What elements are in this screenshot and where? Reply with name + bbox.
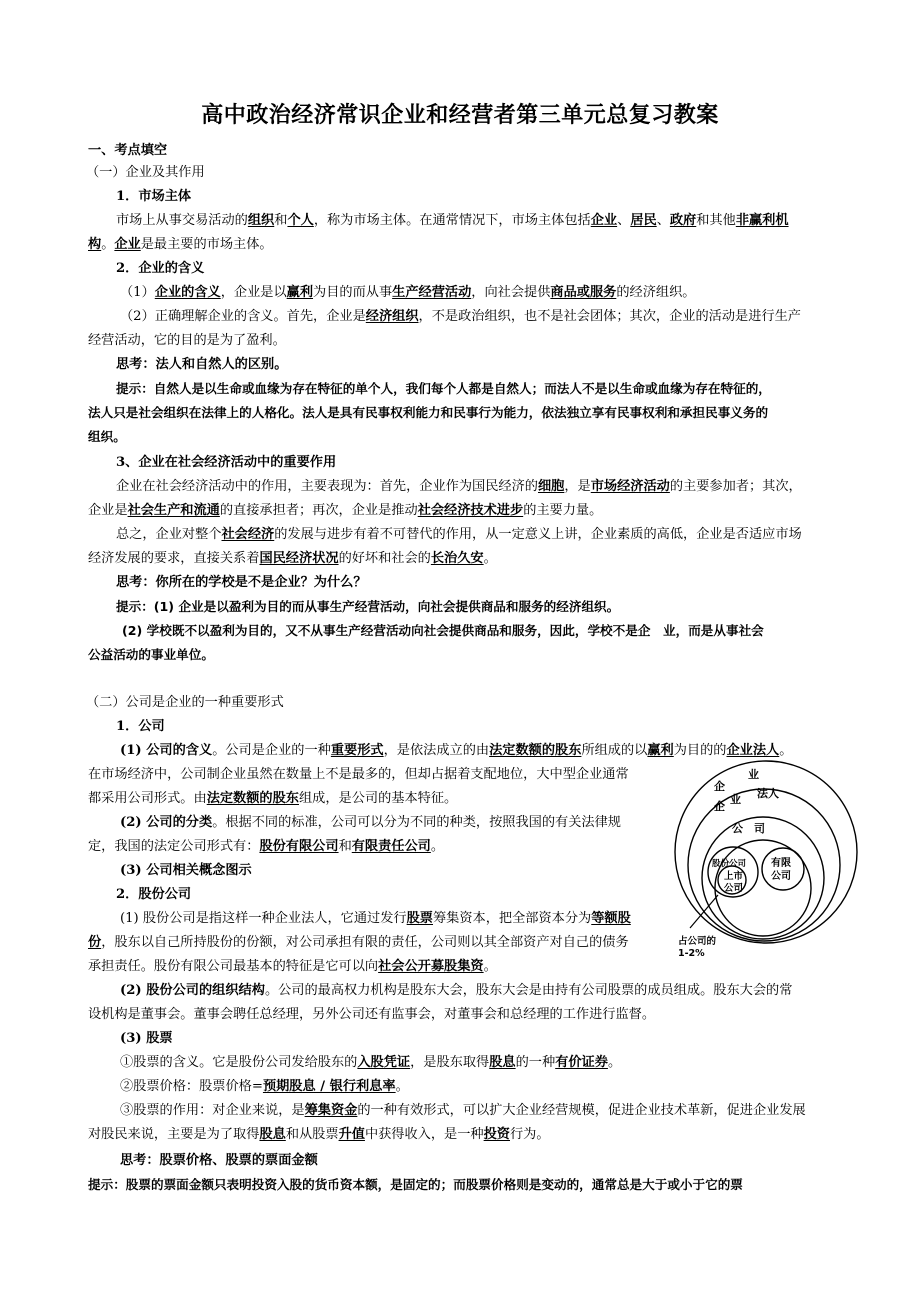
- paragraph-line: (1) 股份公司是指这样一种企业法人，它通过发行股票筹集资本，把全部资本分为等额股: [120, 911, 631, 926]
- pointer-line: [690, 895, 718, 928]
- paragraph-line: 定，我国的法定公司形式有：股份有限公司和有限责任公司。: [88, 839, 445, 854]
- paragraph-line: (2) 公司的分类。根据不同的标准，公司可以分为不同的种类，按照我国的有关法律规: [120, 815, 621, 830]
- paragraph-line: ①股票的含义。它是股份公司发给股东的入股凭证，是股东取得股息的一种有价证券。: [120, 1055, 622, 1070]
- paragraph-line: 在市场经济中，公司制企业虽然在数量上不是最多的，但却占据着支配地位，大中型企业通常: [88, 767, 629, 782]
- paragraph-line: 企业是社会生产和流通的直接承担者；再次，企业是推动社会经济技术进步的主要力量。: [88, 503, 603, 518]
- hint-line: 公益活动的事业单位。: [88, 647, 214, 662]
- listed-company-label: 公司: [724, 883, 744, 894]
- paragraph-line: 对股民来说，主要是为了取得股息和从股票升值中获得收入，是一种投资行为。: [88, 1127, 550, 1142]
- section-heading: 一、考点填空: [88, 143, 168, 158]
- paragraph-line: 经营活动，它的目的是为了盈利。: [88, 333, 286, 348]
- paragraph-line: 构。企业是最主要的市场主体。: [88, 237, 273, 252]
- paragraph-line: ②股票价格：股票价格=预期股息 / 银行利息率。: [120, 1079, 409, 1094]
- paragraph-line: (1) 公司的含义。公司是企业的一种重要形式，是依法成立的由法定数额的股东所组成的以赢利为目的的企业法人。: [120, 743, 793, 758]
- paragraph-line: 企业在社会经济活动中的作用，主要表现为：首先，企业作为国民经济的细胞，是市场经济活动的主要参加者；其次，: [116, 479, 802, 494]
- hint-line: 组织。: [88, 429, 126, 444]
- concept-circles: [668, 760, 868, 970]
- enterprise-label: 业: [748, 768, 759, 781]
- listed-company-label: 上市: [724, 871, 744, 882]
- paragraph-line: （1）企业的含义，企业是以赢利为目的而从事生产经营活动，向社会提供商品或服务的经济组织。: [120, 285, 696, 300]
- paragraph-line: 设机构是董事会。董事会聘任总经理，另外公司还有监事会，对董事会和总经理的工作进行监督。: [88, 1007, 656, 1022]
- paragraph-line: 经济发展的要求，直接关系着国民经济状况的好坏和社会的长治久安。: [88, 551, 497, 566]
- paragraph-line: ③股票的作用：对企业来说，是筹集资金的一种有效形式，可以扩大企业经营规模，促进企业技术革新，促进企业发展: [120, 1103, 806, 1118]
- limited-company-label: 有限: [771, 858, 791, 869]
- item-heading: 2．股份公司: [116, 887, 192, 902]
- enterprise-label: 企: [714, 780, 725, 793]
- item-heading: 3、企业在社会经济活动中的重要作用: [116, 455, 337, 470]
- item-heading: (3) 股票: [120, 1031, 173, 1046]
- item-heading: 2．企业的含义: [116, 261, 205, 276]
- item-heading: (3) 公司相关概念图示: [120, 863, 252, 878]
- legal-person-label: 法人: [757, 787, 779, 800]
- limited-company-label: 公司: [771, 871, 791, 882]
- think-prompt: 思考：你所在的学校是不是企业？为什么？: [116, 575, 367, 590]
- paragraph-line: （2）正确理解企业的含义。首先，企业是经济组织，不是政治组织，也不是社会团体；其次，企业的活动是进行生产: [120, 309, 801, 324]
- paragraph-line: 份，股东以自己所持股份的份额，对公司承担有限的责任，公司则以其全部资产对自己的债务: [88, 935, 629, 950]
- paragraph-line: 承担责任。股份有限公司最基本的特征是它可以向社会公开募股集资。: [88, 959, 497, 974]
- think-prompt: 思考：法人和自然人的区别。: [116, 357, 288, 372]
- hint-line: 提示：自然人是以生命或血缘为存在特征的单个人，我们每个人都是自然人；而法人不是以生命或血缘为存在特征的，: [116, 381, 771, 396]
- subsection-heading: （二）公司是企业的一种重要形式: [86, 695, 284, 710]
- enterprise-inner-label: 企: [714, 800, 725, 813]
- hint-line: 提示：股票的票面金额只表明投资入股的货币资本额，是固定的；而股票价格则是变动的，通常总是大于或小于它的票: [88, 1177, 743, 1192]
- legal-person-circle: [702, 817, 824, 939]
- page-title: 高中政治经济常识企业和经营者第三单元总复习教案: [201, 102, 719, 128]
- item-heading: 1．公司: [116, 719, 165, 734]
- share-note: 1-2%: [678, 948, 705, 959]
- hint-line: 法人只是社会组织在法律上的人格化。法人是具有民事权利能力和民事行为能力，依法独立享有民事权利和承担民事义务的: [88, 405, 769, 420]
- hint-line: (2) 学校既不以盈利为目的，又不从事生产经营活动向社会提供商品和服务，因此，学校不是企 业，而是从事社会: [122, 623, 764, 638]
- think-prompt: 思考：股票价格、股票的票面金额: [120, 1153, 318, 1168]
- hint-line: 提示：(1) 企业是以盈利为目的而从事生产经营活动，向社会提供商品和服务的经济组织。: [116, 599, 620, 614]
- company-label: 公 司: [732, 822, 765, 835]
- paragraph-line: 总之，企业对整个社会经济的发展与进步有着不可替代的作用，从一定意义上讲，企业素质的高低，企业是否适应市场: [116, 527, 802, 542]
- stock-company-label: 股份公司: [712, 859, 747, 869]
- share-note: 占公司的: [678, 936, 717, 947]
- subsection-heading: （一）企业及其作用: [86, 165, 205, 180]
- limited-company-circle: [762, 848, 804, 890]
- item-heading: 1．市场主体: [116, 189, 192, 204]
- paragraph-line: 都采用公司形式。由法定数额的股东组成，是公司的基本特征。: [88, 791, 458, 806]
- paragraph-line: (2) 股份公司的组织结构。公司的最高权力机构是股东大会，股东大会是由持有公司股票的成员组成。股东大会的常: [120, 983, 793, 998]
- enterprise-inner-label: 业: [730, 793, 741, 806]
- paragraph-line: 市场上从事交易活动的组织和个人，称为市场主体。在通常情况下，市场主体包括企业、居民、政府和其他非赢利机: [116, 213, 789, 228]
- enterprise-inner-circle: [688, 789, 840, 941]
- company-concept-diagram: [668, 760, 868, 970]
